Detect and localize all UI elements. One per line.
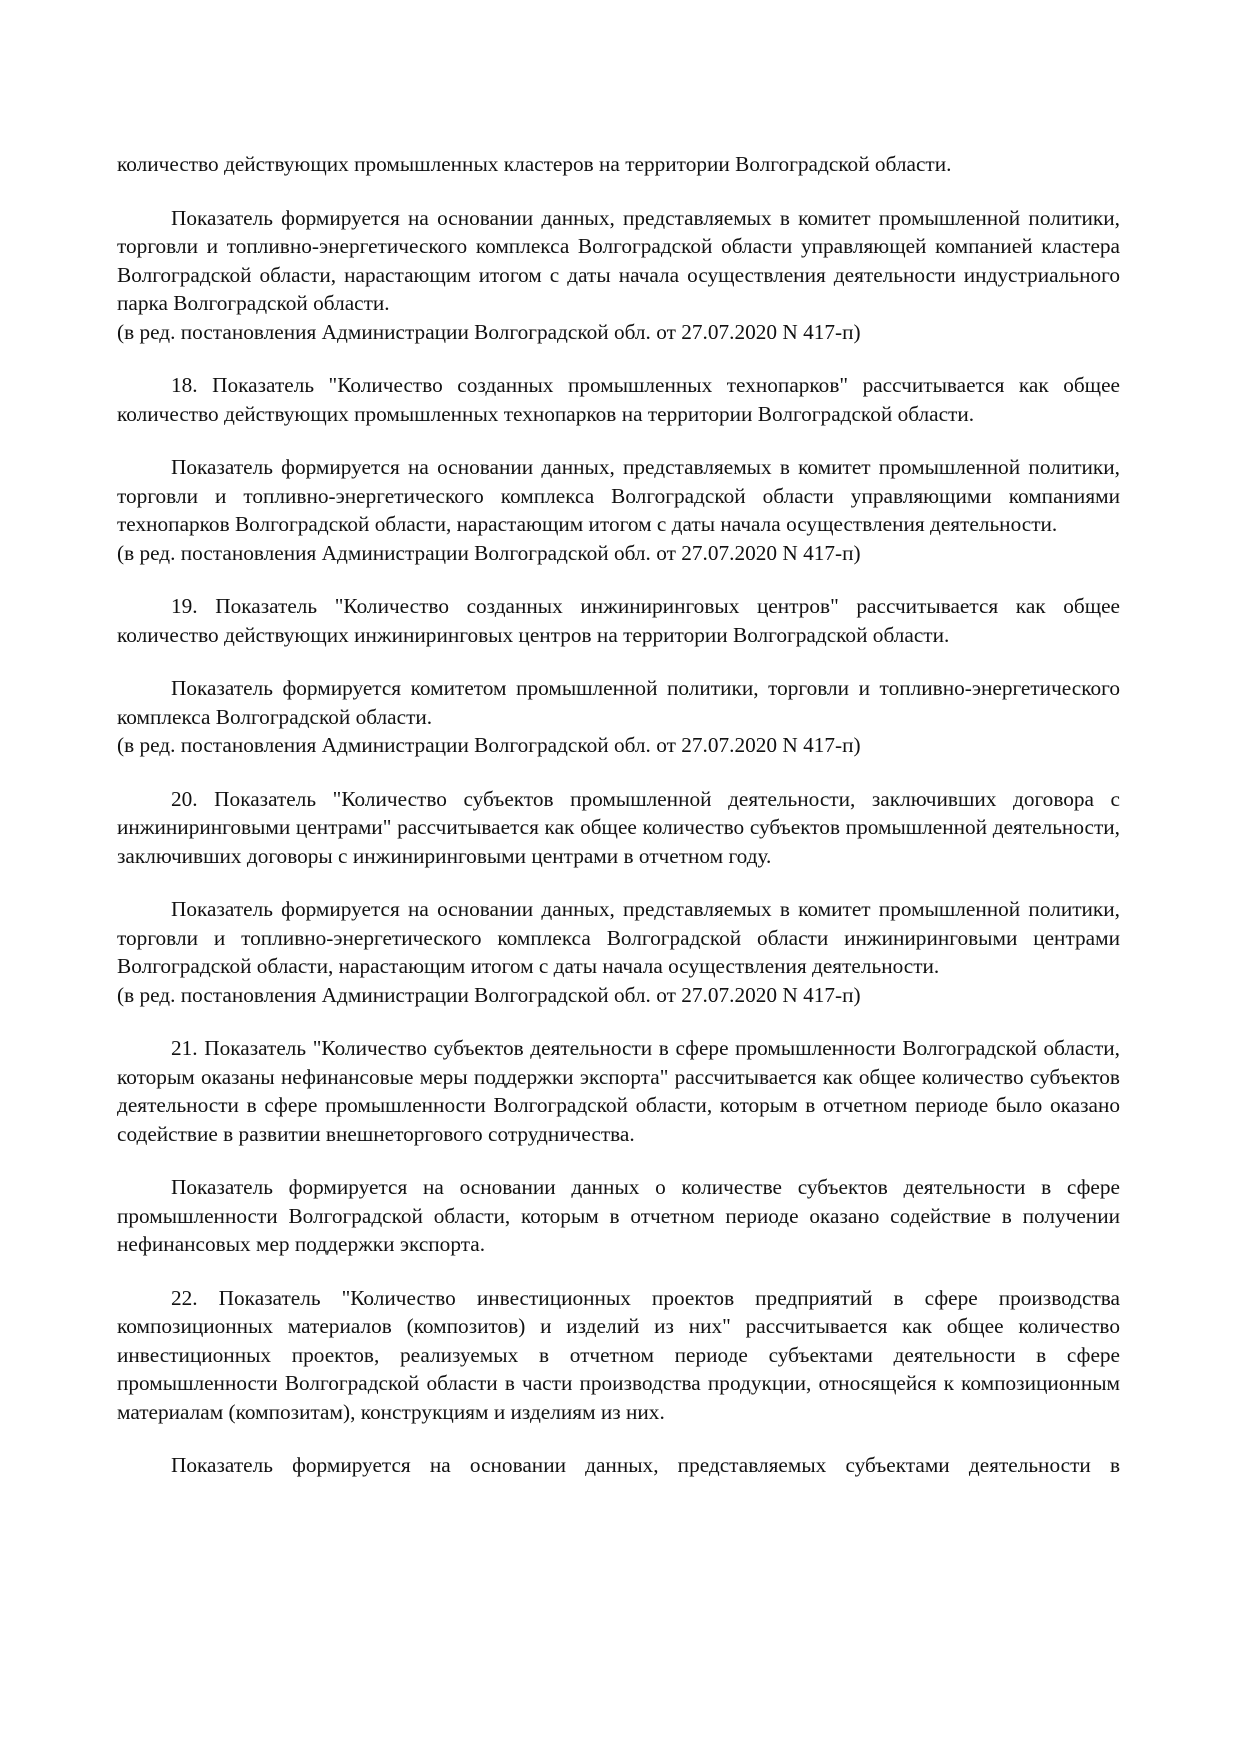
- paragraph-item-19: 19. Показатель "Количество созданных инжиниринговых центров" рассчитывается как общее количество действующих инжиниринговых центров на территории Волгоградской области.: [117, 594, 1120, 647]
- paragraph-item-18: 18. Показатель "Количество созданных промышленных технопарков" рассчитывается как общее количество действующих промышленных технопарков на территории Волгоградской области.: [117, 373, 1120, 426]
- paragraph-item-22: 22. Показатель "Количество инвестиционных проектов предприятий в сфере производства композиционных материалов (композитов) и изделий из них" рассчитывается как общее количество инвестиционных проектов, реализуемых в отчетном периоде субъектами деятельности в сфере промышленности Волгоградской области в части производства продукции, относящейся к композиционным материалам (композитам), конструкциям и изделиям из них.: [117, 1285, 1120, 1424]
- amendment-note: (в ред. постановления Администрации Волгоградской обл. от 27.07.2020 N 417-п): [117, 982, 861, 1007]
- paragraph: Показатель формируется на основании данных, представляемых в комитет промышленной политики, торговли и топливно-энергетического комплекса Волгоградской области управляющими компаниями технопарков Волгоградской области, нарастающим итогом с даты начала осуществления деятельности.: [117, 455, 1120, 536]
- paragraph: Показатель формируется на основании данных о количестве субъектов деятельности в сфере промышленности Волгоградской области, которым в отчетном периоде оказано содействие в получении нефинансовых мер поддержки экспорта.: [117, 1175, 1120, 1256]
- amendment-note: (в ред. постановления Администрации Волгоградской обл. от 27.07.2020 N 417-п): [117, 319, 861, 344]
- amendment-note: (в ред. постановления Администрации Волгоградской обл. от 27.07.2020 N 417-п): [117, 733, 861, 757]
- document-page: [117, 150, 1120, 1480]
- paragraph-item-21: 21. Показатель "Количество субъектов деятельности в сфере промышленности Волгоградской области, которым оказаны нефинансовые меры поддержки экспорта" рассчитывается как общее количество субъектов деятельности в сфере промышленности Волгоградской области, которым в отчетном периоде было оказано содействие в развитии внешнеторгового сотрудничества.: [117, 1036, 1120, 1146]
- paragraph: Показатель формируется на основании данных, представляемых в комитет промышленной политики, торговли и топливно-энергетического комплекса Волгоградской области инжиниринговыми центрами Волгоградской области, нарастающим итогом с даты начала осуществления деятельности.: [117, 897, 1120, 978]
- paragraph: количество действующих промышленных кластеров на территории Волгоградской области.: [117, 152, 952, 176]
- paragraph: Показатель формируется на основании данных, представляемых в комитет промышленной политики, торговли и топливно-энергетического комплекса Волгоградской области управляющей компанией кластера Волгоградской области, нарастающим итогом с даты начала осуществления деятельности индустриального парка Волгоградской области.: [117, 205, 1120, 315]
- paragraph-item-20: 20. Показатель "Количество субъектов промышленной деятельности, заключивших договора с инжиниринговыми центрами" рассчитывается как общее количество субъектов промышленной деятельности, заключивших договоры с инжиниринговыми центрами в отчетном году.: [117, 786, 1120, 868]
- paragraph: Показатель формируется комитетом промышленной политики, торговли и топливно-энергетического комплекса Волгоградской области.: [117, 676, 1120, 729]
- amendment-note: (в ред. постановления Администрации Волгоградской обл. от 27.07.2020 N 417-п): [117, 540, 861, 565]
- paragraph: Показатель формируется на основании данных, представляемых субъектами деятельности в: [171, 1453, 1120, 1477]
